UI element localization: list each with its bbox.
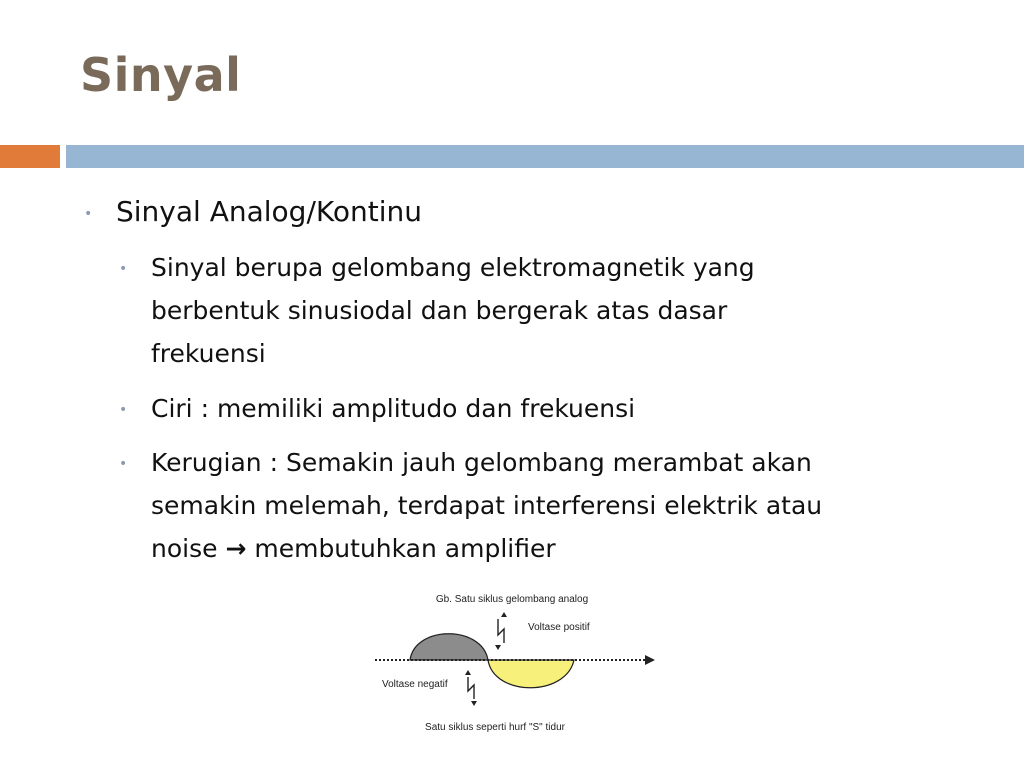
- label-voltage-positive: Voltase positif: [528, 622, 590, 633]
- bullet-line: Kerugian : Semakin jauh gelombang merambat akan: [151, 448, 812, 477]
- bullet-dot: •: [119, 402, 128, 418]
- bullet-dot: •: [119, 456, 128, 472]
- bullet-dot: •: [119, 261, 128, 277]
- axis-arrowhead-icon: [645, 655, 655, 665]
- page-title: Sinyal: [80, 48, 242, 102]
- negative-half-wave: [488, 660, 574, 688]
- accent-bar-orange: [0, 145, 60, 168]
- figure-caption-top: Gb. Satu siklus gelombang analog: [435, 594, 589, 605]
- figure-caption-bottom: Satu siklus seperti hurf "S" tidur: [425, 722, 565, 733]
- bullet-line: frekuensi: [151, 339, 266, 368]
- bullet-line: Sinyal berupa gelombang elektromagnetik yang: [151, 253, 755, 282]
- bullet-line-end: membutuhkan amplifier: [246, 534, 556, 563]
- bullet-level2-item: [151, 441, 951, 570]
- bullet-line: semakin melemah, terdapat interferensi elektrik atau: [151, 491, 823, 520]
- positive-half-wave: [410, 634, 488, 660]
- bullet-level1-text: Sinyal Analog/Kontinu: [116, 195, 422, 228]
- bullet-line-start: noise: [151, 534, 226, 563]
- bullet-dot: •: [84, 206, 93, 222]
- positive-voltage-arrow-icon: [495, 612, 507, 650]
- analog-wave-diagram: [370, 585, 660, 745]
- bullet-line: berbentuk sinusiodal dan bergerak atas dasar: [151, 296, 728, 325]
- bullet-line-with-arrow: [151, 527, 951, 570]
- label-voltage-negative: Voltase negatif: [382, 679, 448, 690]
- bullet-level2-item: [151, 246, 951, 375]
- bullet-line: Ciri : memiliki amplitudo dan frekuensi: [151, 394, 636, 423]
- analog-wave-figure: [370, 585, 660, 745]
- accent-bar-blue: [66, 145, 1024, 168]
- negative-voltage-arrow-icon: [465, 670, 477, 706]
- right-arrow-icon: →: [225, 534, 247, 563]
- bullet-level2-item: [151, 387, 951, 430]
